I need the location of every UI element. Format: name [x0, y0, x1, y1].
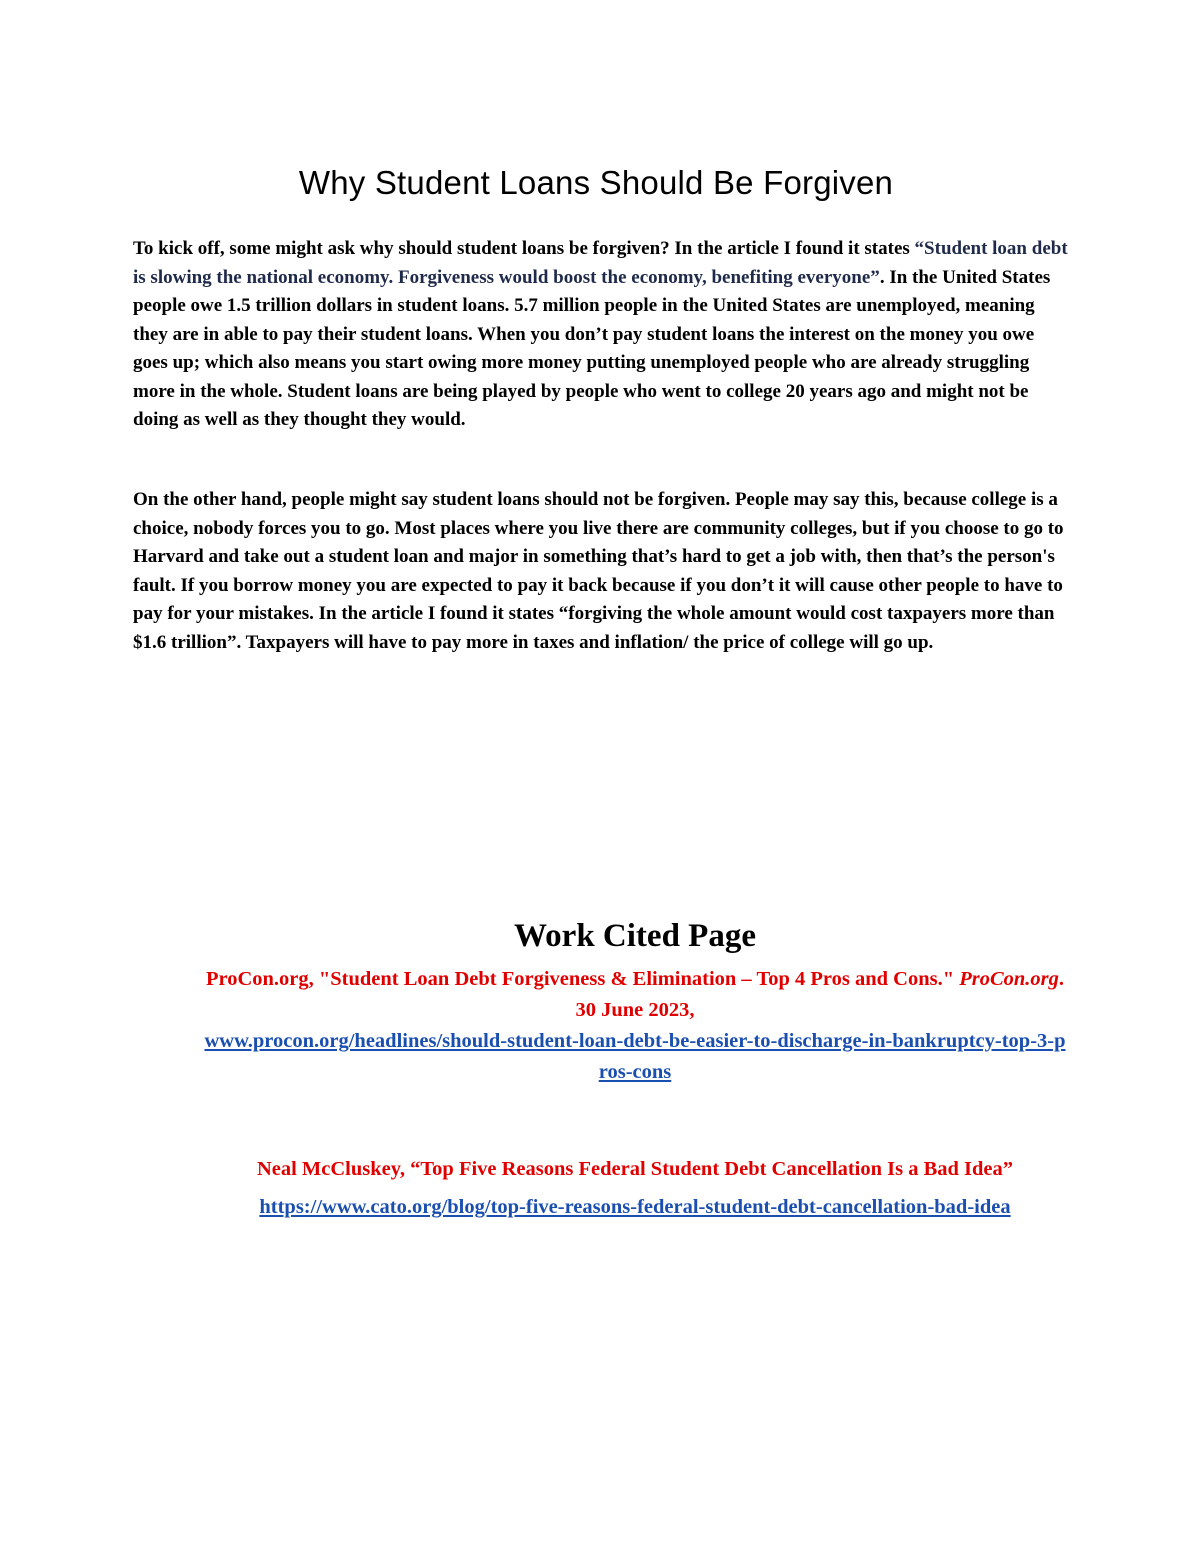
article-quote: “Student loan debt is slowing the national economy. Forgiveness would boost the economy, benefiting everyone”: [133, 238, 1068, 288]
works-cited-heading: Work Cited Page: [514, 918, 756, 954]
paragraph-forgiven: [133, 235, 1068, 435]
citation-link[interactable]: www.procon.org/headlines/should-student-loan-debt-be-easier-to-discharge-in-bankruptcy-top-3-pros-cons: [204, 1030, 1066, 1083]
citation-date: . 30 June 2023,: [575, 968, 1065, 1021]
citation-source: ProCon.org: [959, 968, 1059, 990]
paragraph-rest: . In the United States people owe 1.5 trillion dollars in student loans. 5.7 million people in the United States are unemployed, meaning they are in able to pay their student loans. When you don’t pay student loans the interest on the money you owe goes up; which also means you start owing more money putting unemployed people who are already struggling more in the whole. Student loans are being played by people who went to college 20 years ago and might not be doing as well as they thought they would.: [133, 266, 1051, 430]
paragraph-not-forgiven: On the other hand, people might say student loans should not be forgiven. People may say this, because college is a choice, nobody forces you to go. Most places where you live there are community colleges, but if you choose to go to Harvard and take out a student loan and major in something that’s hard to get a job with, then that’s the person's fault. If you borrow money you are expected to pay it back because if you don’t it will cause other people to have to pay for your mistakes. In the article I found it states “forgiving the whole amount would cost taxpayers more than $1.6 trillion”. Taxpayers will have to pay more in taxes and inflation/ the price of college will go up.: [133, 489, 1064, 653]
citation-cato: [200, 1150, 1070, 1226]
citation-text: Neal McCluskey, “Top Five Reasons Federal Student Debt Cancellation Is a Bad Idea”: [256, 1158, 1014, 1180]
citation-text: ProCon.org, "Student Loan Debt Forgiveness & Elimination – Top 4 Pros and Cons.": [205, 968, 960, 990]
citation-link[interactable]: https://www.cato.org/blog/top-five-reasons-federal-student-debt-cancellation-bad-idea: [259, 1196, 1011, 1218]
citation-procon: [200, 964, 1070, 1088]
page-title: Why Student Loans Should Be Forgiven: [298, 164, 894, 201]
paragraph-intro: To kick off, some might ask why should student loans be forgiven? In the article I found it states: [133, 238, 915, 259]
